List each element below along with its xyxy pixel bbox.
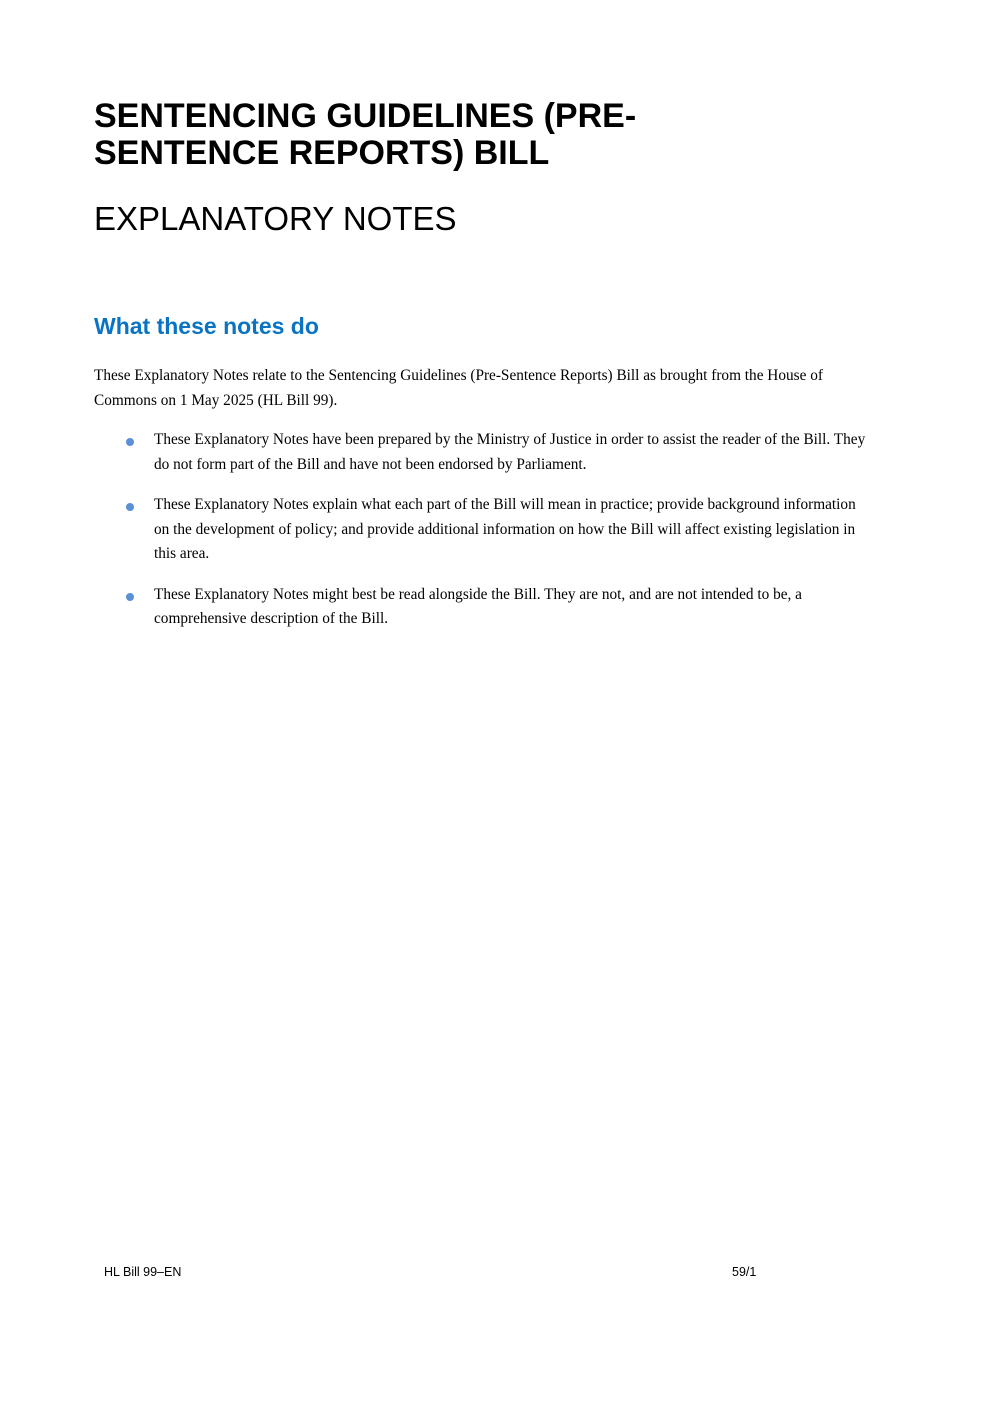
title-line-2: SENTENCE REPORTS) BILL [94, 134, 550, 172]
bullet-item [94, 428, 874, 477]
footer-reference: HL Bill 99–EN [104, 1265, 182, 1279]
document-title [94, 98, 854, 172]
bullet-dot-icon [126, 593, 134, 601]
intro-paragraph: These Explanatory Notes relate to the Sentencing Guidelines (Pre-Sentence Reports) Bill as brought from the House of Commons on 1 May 2025 (HL Bill 99). [94, 367, 823, 409]
bullet-text: These Explanatory Notes explain what each part of the Bill will mean in practice; provide background information on the development of policy; and provide additional information on how the Bill will affect existing legislation in this area. [154, 496, 856, 562]
bullet-item [94, 493, 874, 567]
bullet-text: These Explanatory Notes might best be read alongside the Bill. They are not, and are not intended to be, a comprehensive description of the Bill. [154, 585, 802, 627]
bullet-text: These Explanatory Notes have been prepared by the Ministry of Justice in order to assist the reader of the Bill. They do not form part of the Bill and have not been endorsed by Parliament. [154, 431, 866, 473]
title-line-1: SENTENCING GUIDELINES (PRE- [94, 97, 637, 135]
section-heading: What these notes do [94, 313, 319, 339]
footer-page-code: 59/1 [732, 1265, 757, 1279]
bullet-dot-icon [126, 438, 134, 446]
bullet-item [94, 583, 874, 632]
bullet-dot-icon [126, 503, 134, 511]
document-subtitle: EXPLANATORY NOTES [94, 200, 457, 237]
bullet-list [94, 428, 874, 648]
